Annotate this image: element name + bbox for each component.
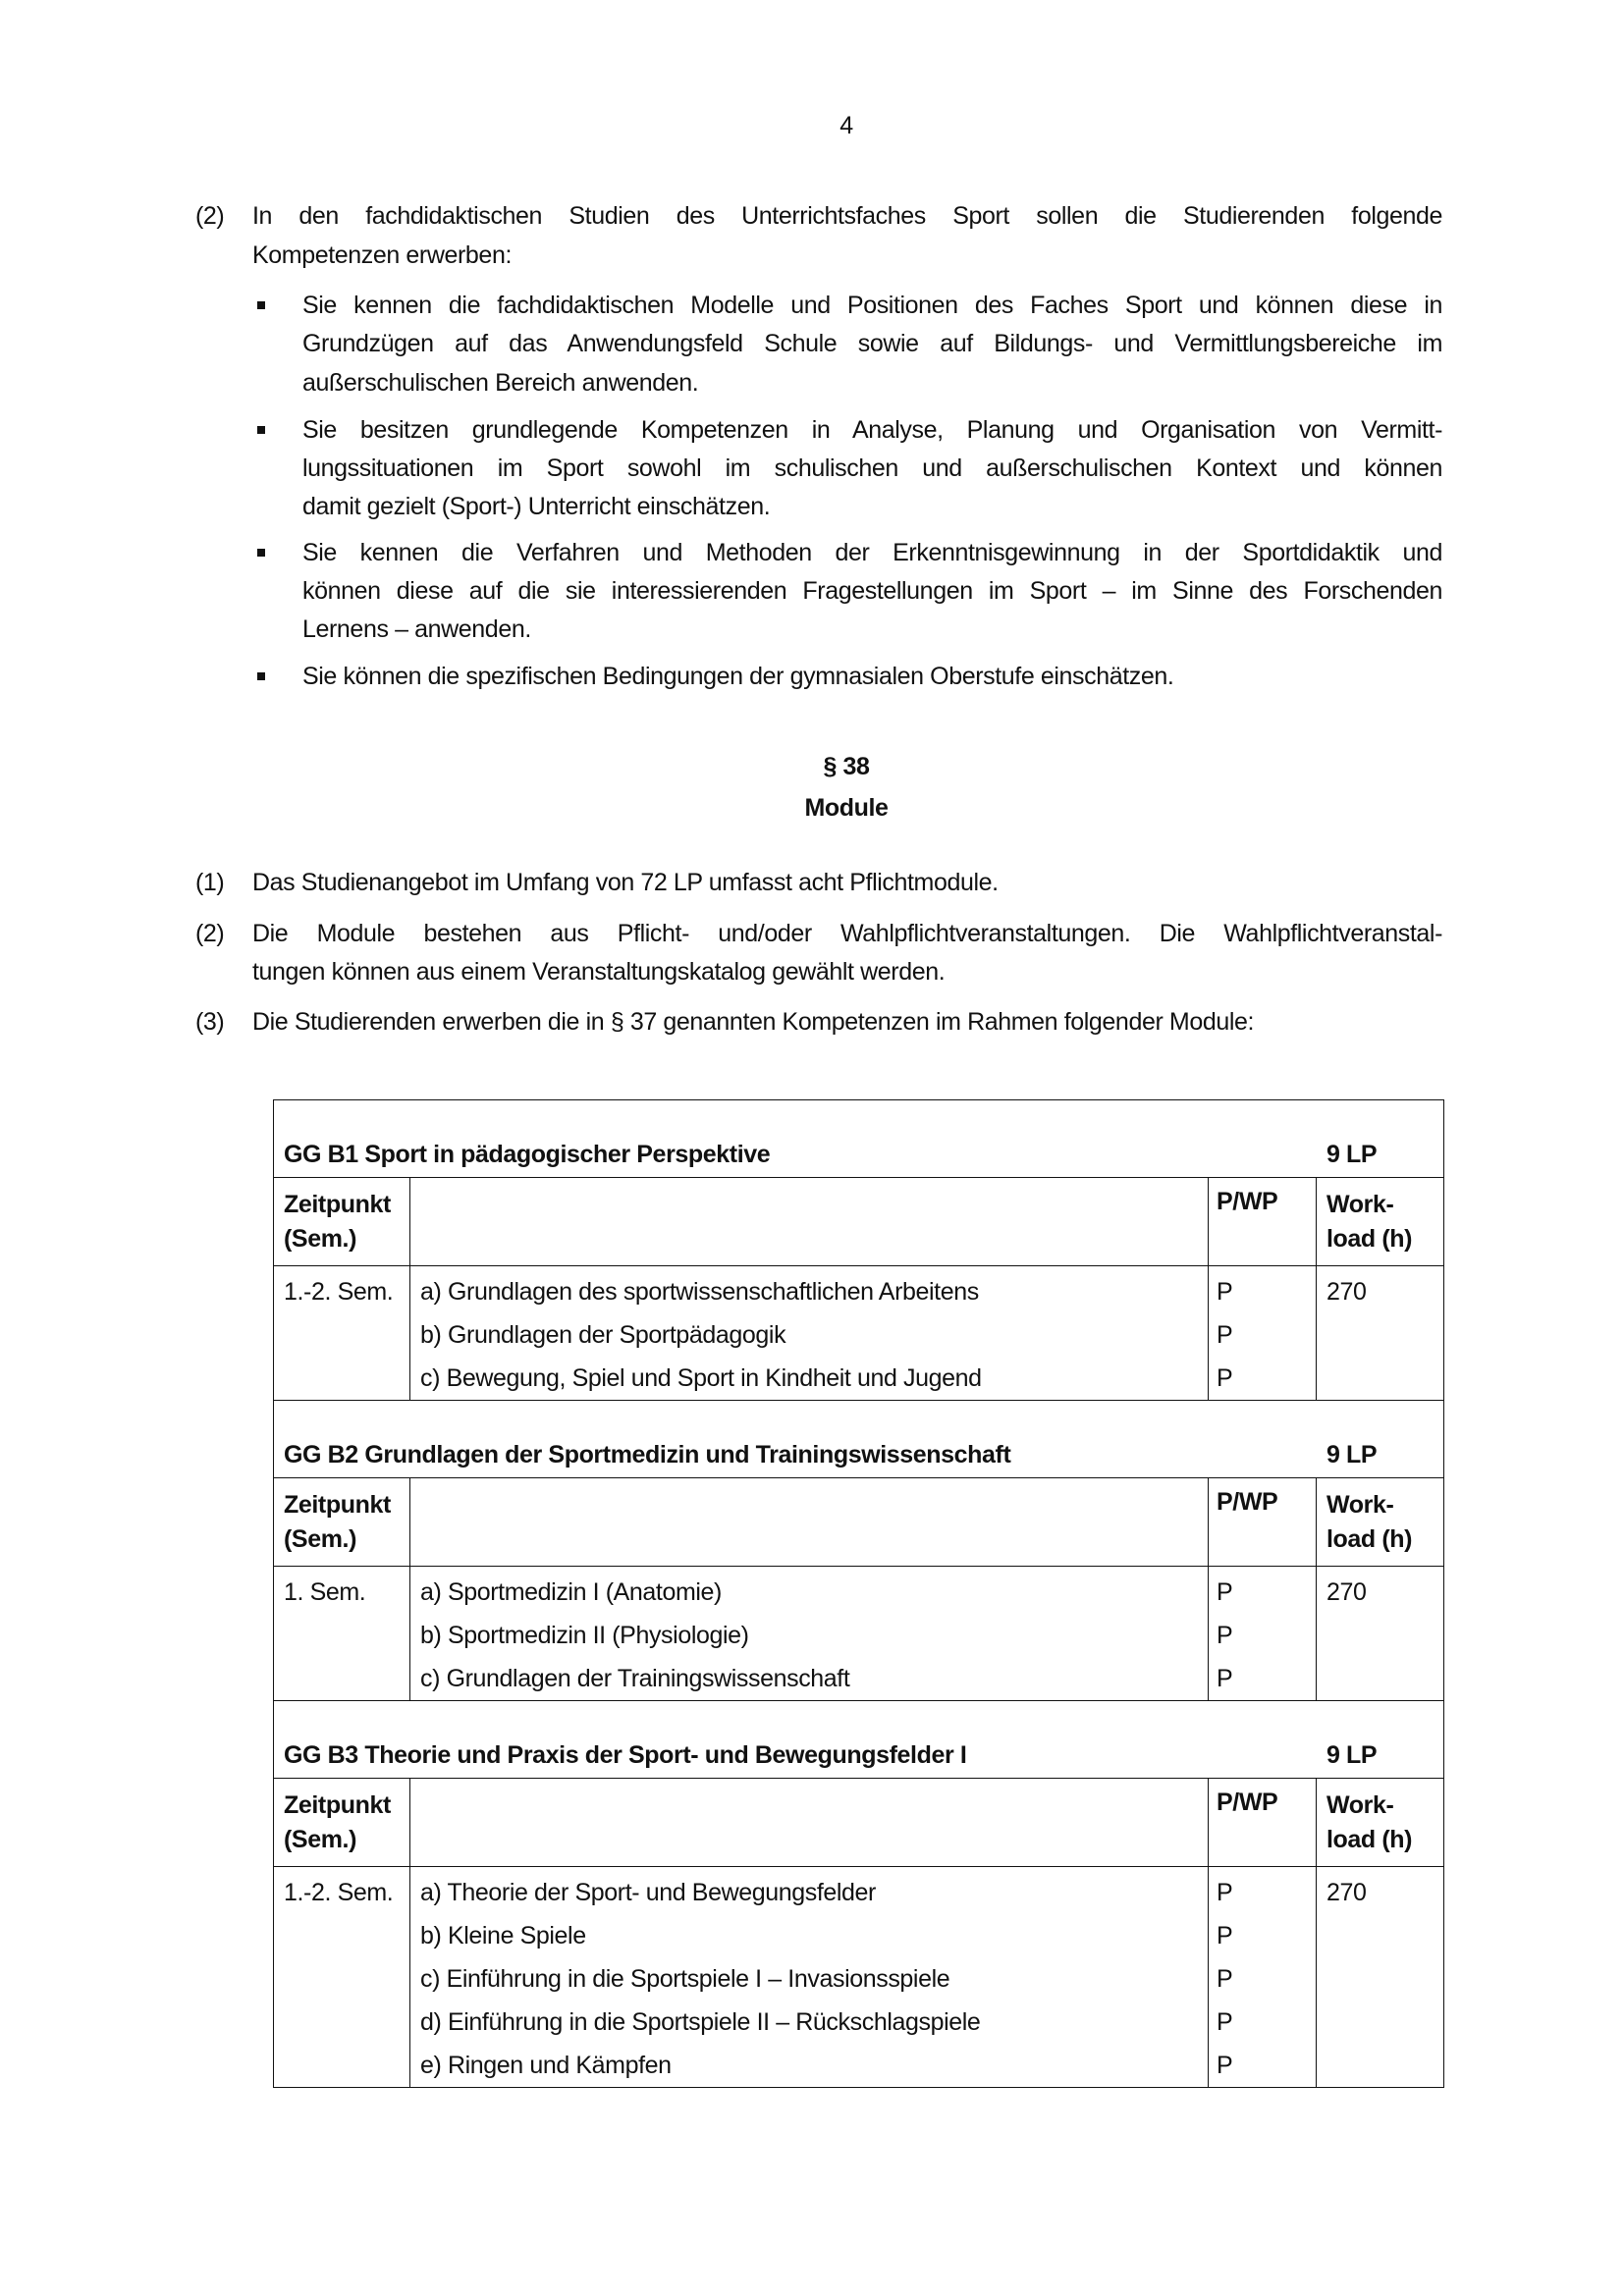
course-name: e) Ringen und Kämpfen [420,2052,672,2079]
bullet-icon [257,672,265,680]
header-sem: (Sem.) [284,1225,357,1253]
course-name: a) Theorie der Sport- und Bewegungsfelder [420,1879,876,1906]
course-name: c) Grundlagen der Trainingswissenschaft [420,1665,850,1692]
module-section [274,1100,1443,1401]
item-number: (2) [195,920,225,947]
header-row [274,1478,1443,1567]
course-name: a) Grundlagen des sportwissenschaftlichen Arbeitens [420,1278,979,1306]
course-type: P [1217,1578,1233,1606]
header-load: load (h) [1326,1826,1413,1853]
bullet-icon [257,549,265,557]
course-type: P [1217,1278,1233,1306]
header-load: load (h) [1326,1525,1413,1553]
bullet-text: lungssituationen im Sport sowohl im schulischen und außerschulischen Kontext und können [302,454,1442,482]
course-name: b) Kleine Spiele [420,1922,586,1949]
text-line: In den fachdidaktischen Studien des Unterrichtsfaches Sport sollen die Studierenden folgende [252,202,1442,230]
module-title: GG B1 Sport in pädagogischer Perspektive [284,1141,771,1168]
course-type: P [1217,1622,1233,1649]
bullet-icon [257,426,265,434]
course-type: P [1217,2008,1233,2036]
module-title-row [274,1100,1443,1178]
header-zeitpunkt: Zeitpunkt [284,1491,391,1519]
text-line: Kompetenzen erwerben: [252,241,512,269]
bullet-text: Lernens – anwenden. [302,615,531,643]
header-sem: (Sem.) [284,1826,357,1853]
header-zeitpunkt: Zeitpunkt [284,1191,391,1218]
zeitpunkt-value: 1. Sem. [274,1567,410,1700]
bullet-text: Sie kennen die fachdidaktischen Modelle und Positionen des Faches Sport und können diese in [302,292,1442,319]
course-type: P [1217,1665,1233,1692]
header-sem: (Sem.) [284,1525,357,1553]
course-type: P [1217,1321,1233,1349]
bullet-text: können diese auf die sie interessierenden Fragestellungen im Sport – im Sinne des Forschenden [302,577,1442,605]
header-load: load (h) [1326,1225,1413,1253]
module-title: GG B2 Grundlagen der Sportmedizin und Trainingswissenschaft [284,1441,1011,1468]
section-number: § 38 [823,753,870,780]
header-pwp: P/WP [1209,1779,1317,1866]
bullet-text: Grundzügen auf das Anwendungsfeld Schule sowie auf Bildungs- und Vermittlungsbereiche im [302,330,1442,357]
bullet-text: Sie besitzen grundlegende Kompetenzen in Analyse, Planung und Organisation von Vermitt- [302,416,1442,444]
header-pwp: P/WP [1209,1178,1317,1265]
header-pwp: P/WP [1209,1478,1317,1566]
header-zeitpunkt: Zeitpunkt [284,1791,391,1819]
module-section [274,1401,1443,1701]
course-type: P [1217,2052,1233,2079]
module-data-row [274,1266,1443,1401]
page-number: 4 [839,112,853,139]
workload-value: 270 [1326,1278,1367,1306]
course-name: c) Bewegung, Spiel und Sport in Kindheit und Jugend [420,1364,982,1392]
module-credits: 9 LP [1326,1141,1378,1168]
module-data-row [274,1867,1443,2088]
module-title: GG B3 Theorie und Praxis der Sport- und Bewegungsfelder I [284,1741,967,1769]
header-row [274,1779,1443,1867]
header-work: Work- [1326,1491,1394,1519]
course-name: a) Sportmedizin I (Anatomie) [420,1578,722,1606]
course-name: d) Einführung in die Sportspiele II – Rückschlagspiele [420,2008,981,2036]
header-work: Work- [1326,1791,1394,1819]
course-type: P [1217,1879,1233,1906]
workload-value: 270 [1326,1578,1367,1606]
item-text: Die Studierenden erwerben die in § 37 genannten Kompetenzen im Rahmen folgender Module: [252,1008,1255,1036]
course-type: P [1217,1364,1233,1392]
bullet-icon [257,301,265,309]
bullet-text: außerschulischen Bereich anwenden. [302,369,699,397]
item-number: (3) [195,1008,225,1036]
header-work: Work- [1326,1191,1394,1218]
zeitpunkt-value: 1.-2. Sem. [274,1867,410,2087]
course-name: b) Grundlagen der Sportpädagogik [420,1321,786,1349]
module-title-row [274,1701,1443,1779]
module-data-row [274,1567,1443,1701]
modules-table [273,1099,1444,2088]
course-name: c) Einführung in die Sportspiele I – Invasionsspiele [420,1965,950,1993]
course-type: P [1217,1965,1233,1993]
section-title: Module [804,794,889,822]
module-title-row [274,1401,1443,1478]
header-row [274,1178,1443,1266]
module-credits: 9 LP [1326,1741,1378,1769]
item-text: Das Studienangebot im Umfang von 72 LP umfasst acht Pflichtmodule. [252,869,999,896]
item-number: (1) [195,869,225,896]
item-text: tungen können aus einem Veranstaltungskatalog gewählt werden. [252,958,946,986]
bullet-text: Sie kennen die Verfahren und Methoden der Erkenntnisgewinnung in der Sportdidaktik und [302,539,1442,566]
bullet-text: Sie können die spezifischen Bedingungen der gymnasialen Oberstufe einschätzen. [302,663,1174,690]
workload-value: 270 [1326,1879,1367,1906]
module-section [274,1701,1443,2088]
paragraph-number: (2) [195,202,225,230]
bullet-text: damit gezielt (Sport-) Unterricht einschätzen. [302,493,771,520]
course-name: b) Sportmedizin II (Physiologie) [420,1622,749,1649]
zeitpunkt-value: 1.-2. Sem. [274,1266,410,1400]
course-type: P [1217,1922,1233,1949]
module-credits: 9 LP [1326,1441,1378,1468]
item-text: Die Module bestehen aus Pflicht- und/oder Wahlpflichtveranstaltungen. Die Wahlpflichtveranstal- [252,920,1442,947]
